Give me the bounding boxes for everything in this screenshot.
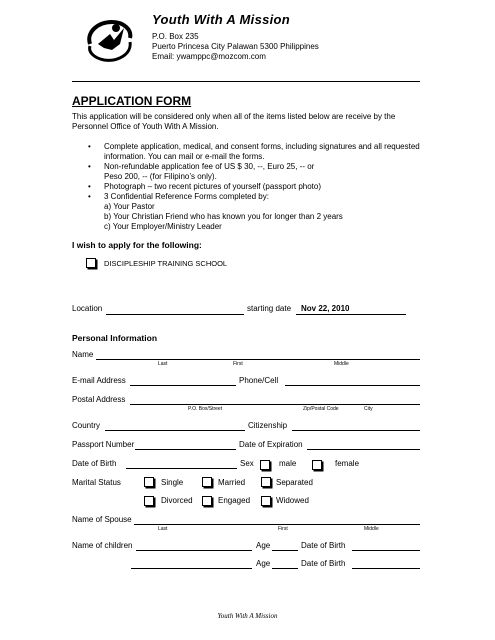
bullet-1: • xyxy=(88,142,91,151)
name-last-sub: Last xyxy=(158,361,168,367)
expiration-label: Date of Expiration xyxy=(239,440,303,449)
child-2-name-field[interactable] xyxy=(131,568,252,569)
expiration-field[interactable] xyxy=(307,449,420,450)
dob-field[interactable] xyxy=(126,468,237,469)
bullet-3: • xyxy=(88,182,91,191)
passport-label: Passport Number xyxy=(72,440,135,449)
name-field[interactable] xyxy=(96,359,420,360)
country-field[interactable] xyxy=(105,430,245,431)
page-footer: Youth With A Mission xyxy=(217,612,278,620)
reference-c: c) Your Employer/Ministry Leader xyxy=(104,222,222,231)
org-title: Youth With A Mission xyxy=(152,12,291,27)
form-title: APPLICATION FORM xyxy=(72,94,192,108)
marital-divorced-label: Divorced xyxy=(161,496,193,505)
personal-info-heading: Personal Information xyxy=(72,333,158,343)
child-1-age-field[interactable] xyxy=(272,550,298,551)
email-field[interactable] xyxy=(130,385,236,386)
child-2-dob-field[interactable] xyxy=(352,568,420,569)
child-2-age-field[interactable] xyxy=(272,568,298,569)
header-divider xyxy=(72,81,420,82)
marital-widowed-label: Widowed xyxy=(276,496,309,505)
phone-field[interactable] xyxy=(285,385,420,386)
postal-field[interactable] xyxy=(130,404,420,405)
intro-line-2: Personnel Office of Youth With A Mission. xyxy=(72,122,219,131)
location-label: Location xyxy=(72,304,103,313)
email-label: E-mail Address xyxy=(72,376,126,385)
child-1-name-field[interactable] xyxy=(136,550,252,551)
apply-heading: I wish to apply for the following: xyxy=(72,240,202,250)
reference-b: b) Your Christian Friend who has known you for longer than 2 years xyxy=(104,212,343,221)
marital-married-checkbox[interactable] xyxy=(202,477,212,487)
bullet-2: • xyxy=(88,162,91,171)
spouse-first-sub: First xyxy=(278,526,288,532)
requirement-3-line-1: Photograph – two recent pictures of yourself (passport photo) xyxy=(104,182,322,191)
dts-checkbox[interactable] xyxy=(86,258,96,268)
name-label: Name xyxy=(72,350,94,359)
address-line-2: Puerto Princesa City Palawan 5300 Philippines xyxy=(152,42,319,51)
child-1-age-label: Age xyxy=(256,541,271,550)
marital-engaged-label: Engaged xyxy=(218,496,251,505)
marital-widowed-checkbox[interactable] xyxy=(261,496,271,506)
marital-single-label: Single xyxy=(161,478,184,487)
requirement-2-line-1: Non-refundable application fee of US $ 30, --, Euro 25, -- or xyxy=(104,162,315,171)
spouse-middle-sub: Middle xyxy=(364,526,379,532)
postal-city-sub: City xyxy=(364,406,373,412)
postal-zip-sub: Zip/Postal Code xyxy=(303,406,339,412)
address-line-1: P.O. Box 235 xyxy=(152,32,199,41)
passport-field[interactable] xyxy=(135,449,236,450)
marital-label: Marital Status xyxy=(72,478,121,487)
marital-separated-label: Separated xyxy=(276,478,313,487)
bullet-4: • xyxy=(88,192,91,201)
child-2-dob-label: Date of Birth xyxy=(301,559,346,568)
sex-male-label: male xyxy=(279,459,297,468)
starting-date-field[interactable] xyxy=(296,314,406,315)
dts-label: DISCIPLESHIP TRAINING SCHOOL xyxy=(104,259,228,268)
spouse-field[interactable] xyxy=(134,524,420,525)
marital-divorced-checkbox[interactable] xyxy=(144,496,154,506)
marital-separated-checkbox[interactable] xyxy=(261,477,271,487)
citizenship-field[interactable] xyxy=(292,430,420,431)
sex-female-checkbox[interactable] xyxy=(312,460,322,470)
country-label: Country xyxy=(72,421,101,430)
name-middle-sub: Middle xyxy=(334,361,349,367)
requirement-4-line-1: 3 Confidential Reference Forms completed by: xyxy=(104,192,269,201)
spouse-last-sub: Last xyxy=(158,526,168,532)
citizenship-label: Citizenship xyxy=(248,421,288,430)
phone-label: Phone/Cell xyxy=(239,376,279,385)
child-1-dob-field[interactable] xyxy=(352,550,420,551)
ywam-globe-logo-icon xyxy=(80,14,140,64)
header-email: Email: ywamppc@mozcom.com xyxy=(152,52,266,61)
dob-label: Date of Birth xyxy=(72,459,117,468)
spouse-label: Name of Spouse xyxy=(72,515,132,524)
starting-date-value: Nov 22, 2010 xyxy=(301,304,350,313)
marital-married-label: Married xyxy=(218,478,246,487)
location-field[interactable] xyxy=(106,314,244,315)
name-first-sub: First xyxy=(233,361,243,367)
requirement-1-line-1: Complete application, medical, and consent forms, including signatures and all requested xyxy=(104,142,420,151)
children-label: Name of children xyxy=(72,541,133,550)
marital-single-checkbox[interactable] xyxy=(144,477,154,487)
child-1-dob-label: Date of Birth xyxy=(301,541,346,550)
sex-female-label: female xyxy=(335,459,360,468)
postal-box-sub: P.O. Box/Street xyxy=(188,406,223,412)
starting-date-label: starting date xyxy=(247,304,292,313)
reference-a: a) Your Pastor xyxy=(104,202,155,211)
intro-line-1: This application will be considered only when all of the items listed below are receive by the xyxy=(72,112,396,121)
requirement-2-line-2: Peso 200, -- (for Filipino’s only). xyxy=(104,172,217,181)
marital-engaged-checkbox[interactable] xyxy=(202,496,212,506)
sex-label: Sex xyxy=(240,459,254,468)
sex-male-checkbox[interactable] xyxy=(260,460,270,470)
requirement-1-line-2: information. You can mail or e-mail the forms. xyxy=(104,152,265,161)
child-2-age-label: Age xyxy=(256,559,271,568)
postal-label: Postal Address xyxy=(72,395,126,404)
